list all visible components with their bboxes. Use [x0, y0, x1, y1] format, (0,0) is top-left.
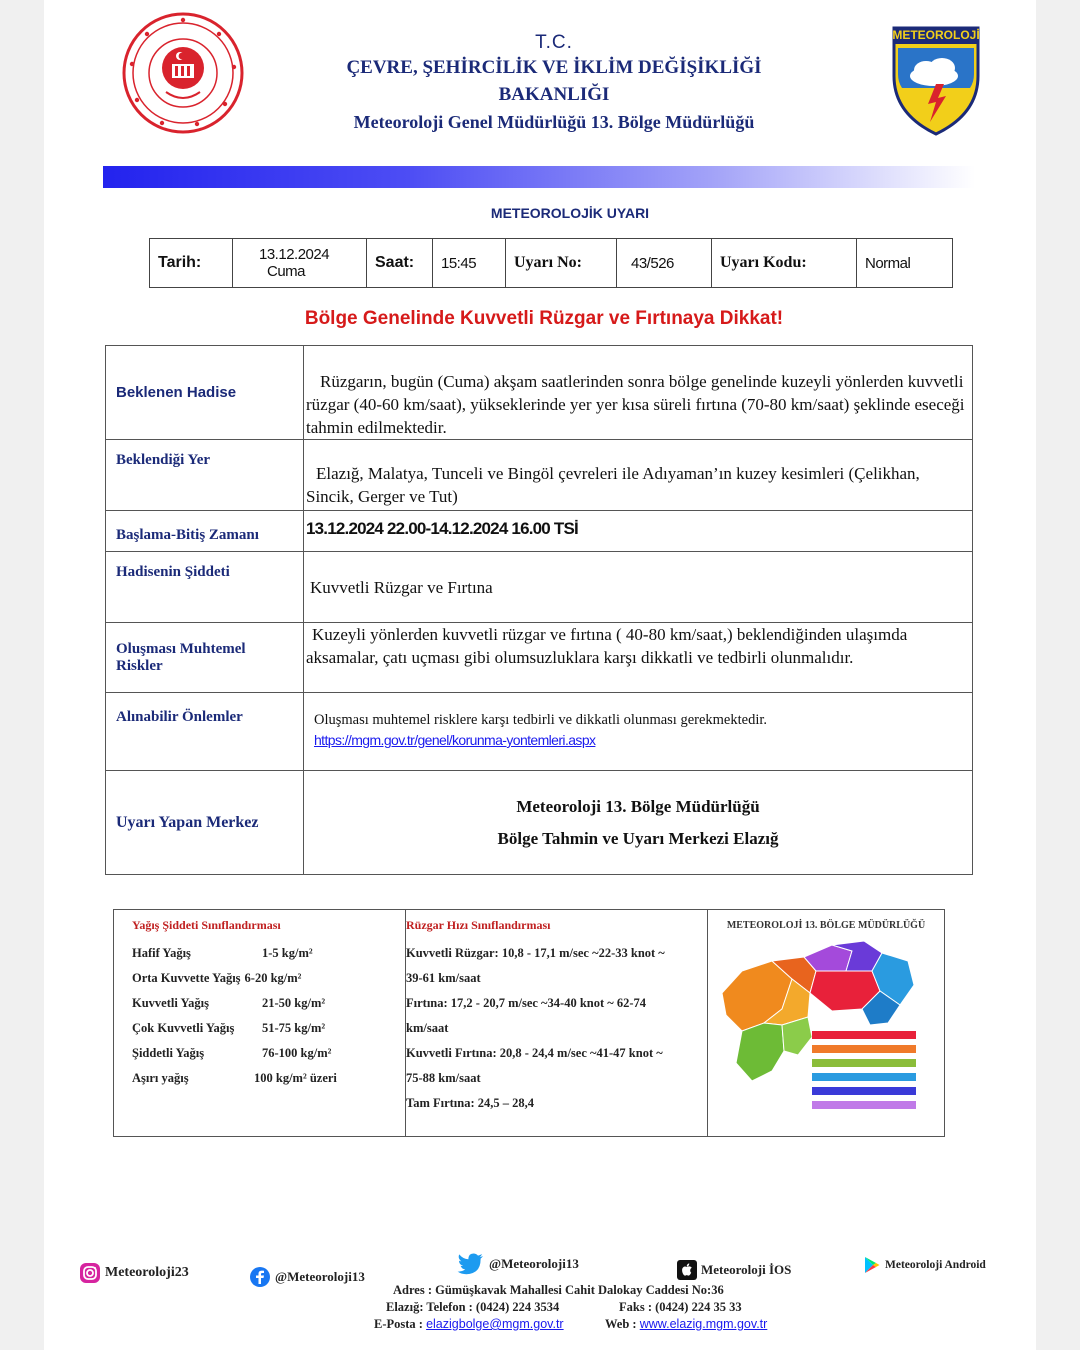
time-range-text: 13.12.2024 22.00-14.12.2024 16.00 TSİ: [304, 511, 973, 552]
wind-legend-line: 75-88 km/saat: [406, 1071, 481, 1085]
place-text: Elazığ, Malatya, Tunceli ve Bingöl çevreleri ile Adıyaman’ın kuzey kesimleri (Çelikhan, Sincik, Gerger ve Tut): [304, 440, 973, 511]
center-line1: Meteoroloji 13. Bölge Müdürlüğü: [516, 796, 760, 816]
wind-legend-line: 39-61 km/saat: [406, 971, 481, 985]
warning-document: [44, 0, 1036, 1350]
day-value: Cuma: [267, 263, 306, 280]
place-label: Beklendiği Yer: [106, 440, 304, 511]
logo-text: METEOROLOJİ: [892, 28, 980, 42]
android-app-link[interactable]: Meteoroloji Android: [863, 1256, 986, 1274]
fax-text: Faks : (0424) 224 35 33: [619, 1300, 742, 1314]
rain-legend-row: Şiddetli Yağış 76-100 kg/m²: [132, 1046, 332, 1060]
phone-text: Elazığ: Telefon : (0424) 224 3534: [386, 1300, 560, 1314]
twitter-icon: [457, 1252, 485, 1276]
header-tc: T.C.: [535, 32, 573, 53]
risks-text: Kuzeyli yönlerden kuvvetli rüzgar ve fırtına ( 40-80 km/saat,) beklendiğinden ulaşımda aksamalar, çatı uçması gibi olumsuzluklara karşı dikkatli ve tedbirli olunmalıdır.: [304, 623, 973, 693]
warning-code-label: Uyarı Kodu:: [712, 239, 857, 288]
time-label: Saat:: [367, 239, 433, 288]
rain-legend-row: Kuvvetli Yağış 21-50 kg/m²: [132, 996, 326, 1010]
web-line: Web : www.elazig.mgm.gov.tr: [605, 1317, 768, 1331]
risks-label: Oluşması Muhtemel Riskler: [106, 623, 304, 693]
ministry-name-line1: ÇEVRE, ŞEHİRCİLİK VE İKLİM DEĞİŞİKLİĞİ: [346, 57, 762, 78]
time-value: 15:45: [433, 239, 506, 288]
protection-methods-link[interactable]: https://mgm.gov.tr/genel/korunma-yontemleri.aspx: [314, 732, 596, 748]
rain-legend-row: Hafif Yağış 1-5 kg/m²: [132, 946, 313, 960]
map-color-legend: [812, 1031, 916, 1109]
center-label: Uyarı Yapan Merkez: [106, 771, 304, 875]
header-gradient-band: [103, 166, 975, 188]
google-play-icon: [863, 1256, 881, 1274]
directorate-name: Meteoroloji Genel Müdürlüğü 13. Bölge Müdürlüğü: [353, 112, 755, 132]
wind-legend-line: km/saat: [406, 1021, 449, 1035]
center-line2: Bölge Tahmin ve Uyarı Merkezi Elazığ: [497, 828, 779, 848]
wind-legend: [406, 910, 708, 1136]
wind-legend-line: Kuvvetli Rüzgar: 10,8 - 17,1 m/sec ~22-33 knot ~: [406, 946, 665, 960]
email-link[interactable]: elazigbolge@mgm.gov.tr: [426, 1317, 564, 1331]
document-header: [274, 32, 834, 133]
measures-cell: [304, 693, 973, 771]
warning-code-value: Normal: [857, 239, 953, 288]
rain-legend-row: Orta Kuvvette Yağış 6-20 kg/m²: [132, 971, 302, 985]
instagram-icon: [79, 1262, 101, 1284]
warning-info-table: [149, 238, 953, 288]
region-map-title: METEOROLOJİ 13. BÖLGE MÜDÜRLÜĞÜ: [726, 920, 926, 931]
measures-text: Oluşması muhtemel risklere karşı tedbirli ve dikkatli olunması gerekmektedir.: [314, 712, 768, 728]
alert-title: Bölge Genelinde Kuvvetli Rüzgar ve Fırtınaya Dikkat!: [304, 308, 784, 329]
rain-legend: [114, 910, 406, 1136]
document-title: METEOROLOJİK UYARI: [490, 205, 650, 221]
classification-legend-box: [113, 909, 945, 1137]
event-text: Rüzgarın, bugün (Cuma) akşam saatlerinden sonra bölge genelinde kuzeyli yönlerden kuvvetli rüzgar (40-60 km/saat), yükseklerinde yer yer kısa süreli fırtına (70-80 km/saat) şeklinde eseceği tahmin edilmektedir.: [304, 346, 973, 440]
address-text: Adres : Gümüşkavak Mahallesi Cahit Dalokay Caddesi No:36: [393, 1283, 724, 1297]
twitter-link[interactable]: @Meteoroloji13: [457, 1252, 579, 1276]
center-cell: [304, 771, 973, 875]
email-line: E-Posta : elazigbolge@mgm.gov.tr: [374, 1317, 564, 1331]
facebook-link[interactable]: @Meteoroloji13: [249, 1266, 365, 1288]
wind-legend-line: Tam Fırtına: 24,5 – 28,4: [406, 1096, 535, 1110]
wind-legend-line: Kuvvetli Fırtına: 20,8 - 24,4 m/sec ~41-47 knot ~: [406, 1046, 663, 1060]
wind-legend-title: Rüzgar Hızı Sınıflandırması: [406, 918, 551, 932]
event-label: Beklenen Hadise: [106, 346, 304, 440]
instagram-link[interactable]: Meteoroloji23: [79, 1262, 189, 1284]
ios-app-link[interactable]: Meteoroloji İOS: [677, 1260, 791, 1280]
ministry-name-line2: BAKANLIĞI: [498, 84, 610, 105]
rain-legend-title: Yağış Şiddeti Sınıflandırması: [132, 918, 281, 932]
apple-icon: [677, 1260, 697, 1280]
date-value: 13.12.2024: [259, 246, 330, 263]
wind-legend-line: Fırtına: 17,2 - 20,7 m/sec ~34-40 knot ~ 62-74: [406, 996, 647, 1010]
website-link[interactable]: www.elazig.mgm.gov.tr: [639, 1317, 768, 1331]
rain-legend-row: Çok Kuvvetli Yağış 51-75 kg/m²: [132, 1021, 326, 1035]
region-map-image: [712, 931, 930, 1111]
warning-detail-table: [105, 345, 973, 875]
warning-no-value: 43/526: [617, 239, 712, 288]
facebook-icon: [249, 1266, 271, 1288]
region-map-panel: [708, 910, 944, 1136]
ministry-seal-logo: [122, 12, 244, 134]
date-cell: [233, 239, 367, 288]
severity-label: Hadisenin Şiddeti: [106, 552, 304, 623]
severity-text: Kuvvetli Rüzgar ve Fırtına: [304, 552, 973, 623]
measures-label: Alınabilir Önlemler: [106, 693, 304, 771]
date-label: Tarih:: [150, 239, 233, 288]
time-range-label: Başlama-Bitiş Zamanı: [106, 511, 304, 552]
warning-no-label: Uyarı No:: [506, 239, 617, 288]
meteorology-shield-logo: [890, 26, 982, 136]
rain-legend-row: Aşırı yağış 100 kg/m² üzeri: [132, 1071, 337, 1085]
